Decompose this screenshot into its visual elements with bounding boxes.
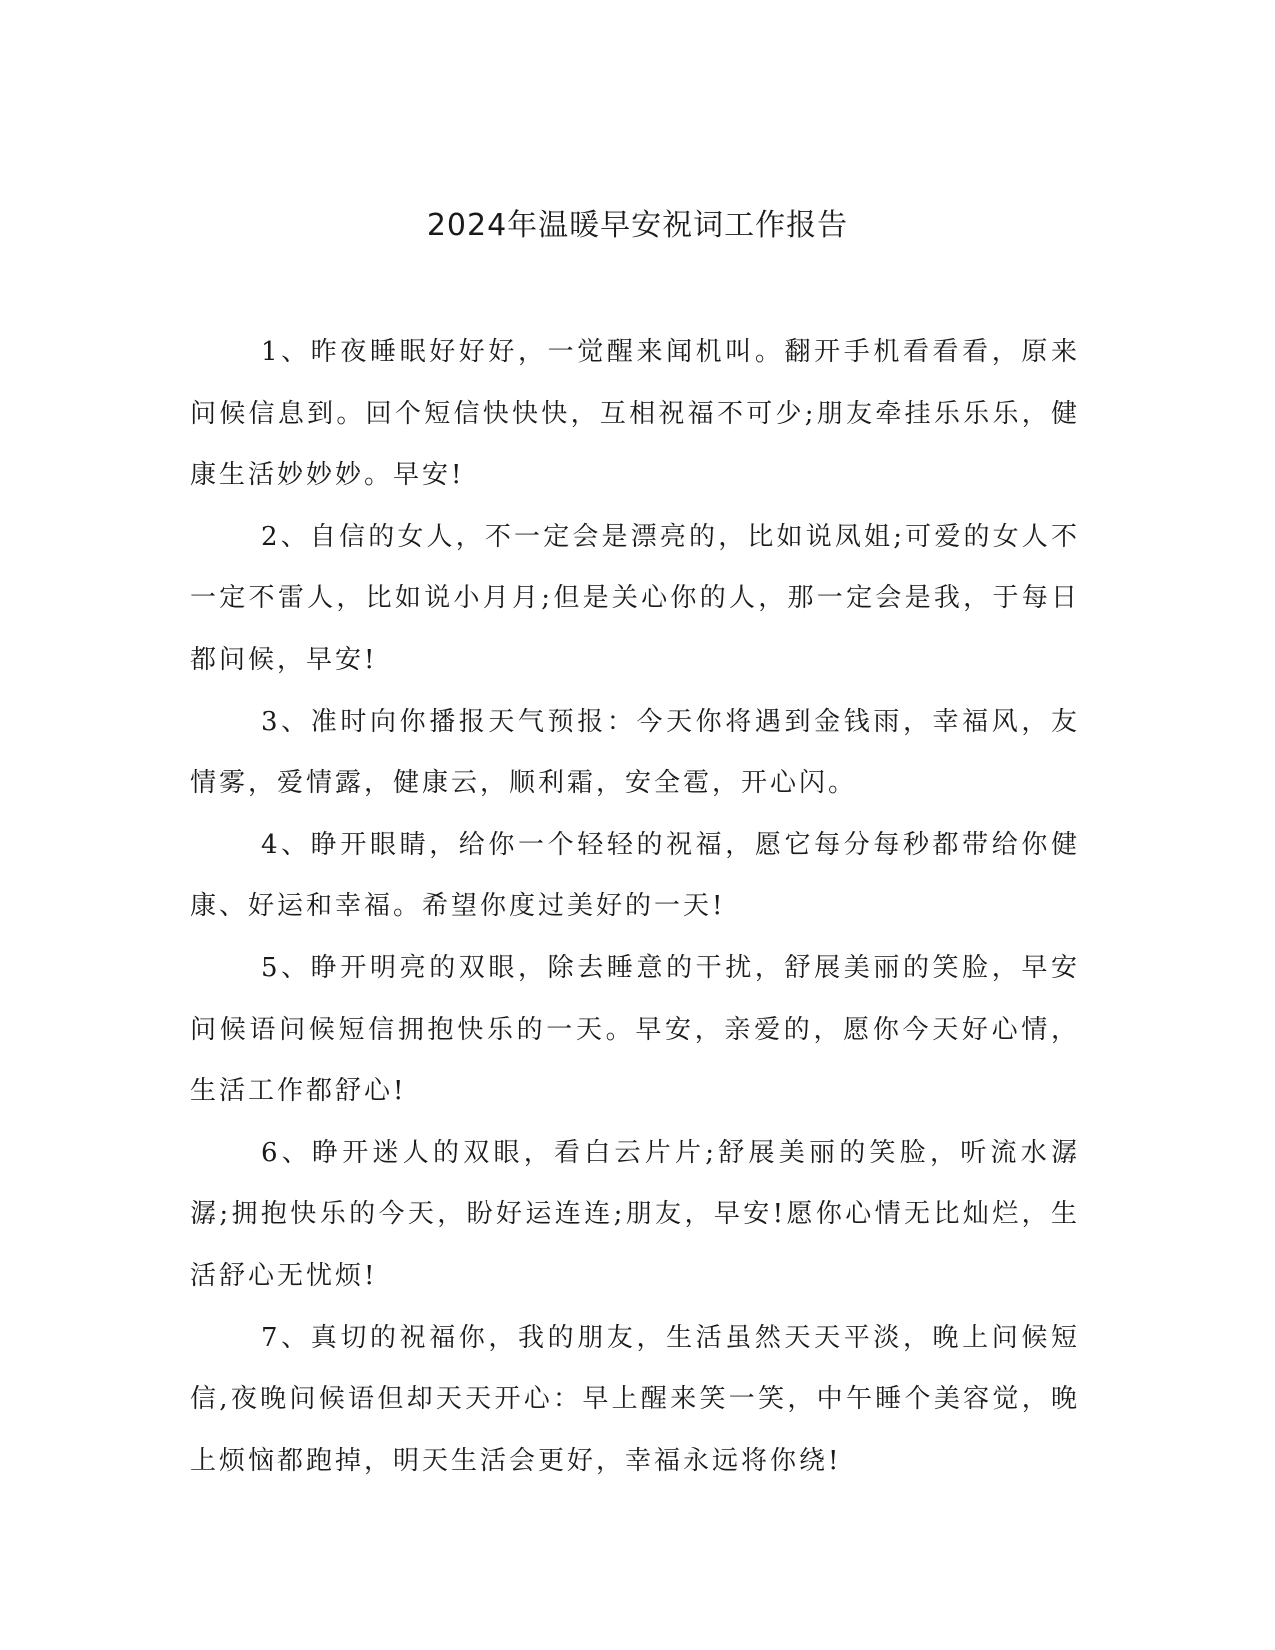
- paragraph-5: 5、睁开明亮的双眼，除去睡意的干扰，舒展美丽的笑脸，早安问候语问候短信拥抱快乐的一天。早安，亲爱的，愿你今天好心情，生活工作都舒心!: [190, 952, 1080, 1107]
- document-title: 2024年温暖早安祝词工作报告: [426, 208, 849, 243]
- paragraph-7: 7、真切的祝福你，我的朋友，生活虽然天天平淡，晚上问候短信,夜晚问候语但却天天开心：早上醒来笑一笑，中午睡个美容觉，晚上烦恼都跑掉，明天生活会更好，幸福永远将你绕!: [190, 1322, 1080, 1476]
- paragraph-2: 2、自信的女人，不一定会是漂亮的，比如说凤姐;可爱的女人不一定不雷人，比如说小月月;但是关心你的人，那一定会是我，于每日都问候，早安!: [190, 521, 1080, 675]
- document-body: [190, 322, 1080, 1492]
- paragraph-4: 4、睁开眼睛，给你一个轻轻的祝福，愿它每分每秒都带给你健康、好运和幸福。希望你度过美好的一天!: [190, 829, 1080, 922]
- paragraph-3: 3、准时向你播报天气预报：今天你将遇到金钱雨，幸福风，友情雾，爱情露，健康云，顺利霜，安全雹，开心闪。: [190, 706, 1080, 799]
- paragraph-6: 6、睁开迷人的双眼，看白云片片;舒展美丽的笑脸，听流水潺潺;拥抱快乐的今天，盼好运连连;朋友，早安!愿你心情无比灿烂，生活舒心无忧烦!: [190, 1137, 1080, 1291]
- paragraph-1: 1、昨夜睡眠好好好，一觉醒来闻机叫。翻开手机看看看，原来问候信息到。回个短信快快快，互相祝福不可少;朋友牵挂乐乐乐，健康生活妙妙妙。早安!: [190, 337, 1080, 491]
